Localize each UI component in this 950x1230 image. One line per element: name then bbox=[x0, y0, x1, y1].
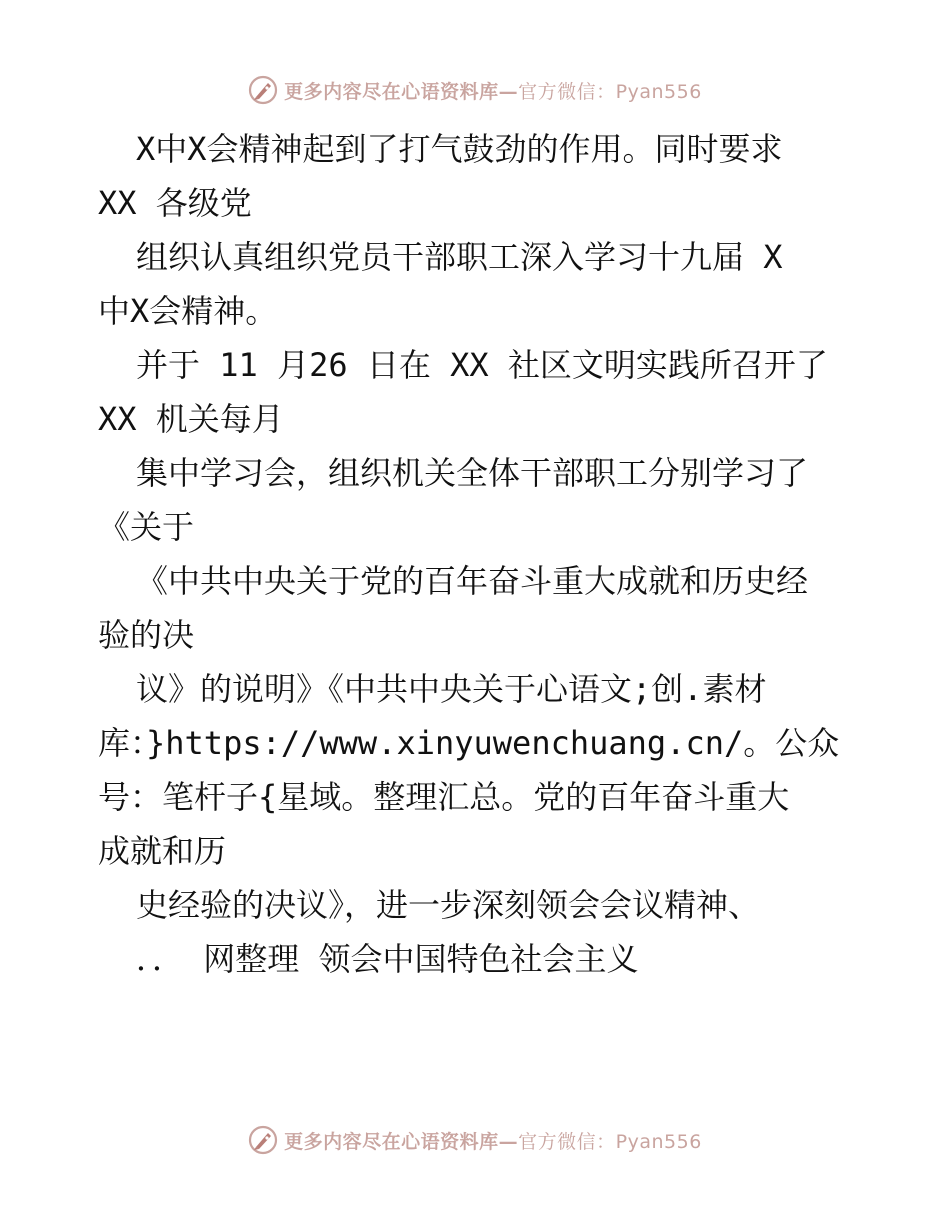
watermark-separator: — bbox=[498, 1130, 519, 1153]
text-line: 成就和历 bbox=[98, 832, 227, 870]
text-line: 《中共中央关于党的百年奋斗重大成就和历史经 bbox=[136, 562, 809, 600]
text-line: 验的决 bbox=[98, 616, 195, 654]
text-line: 史经验的决议》，进一步深刻领会会议精神、 bbox=[136, 886, 761, 924]
text-line: 并于 11 月26 日在 XX 社区文明实践所召开了 bbox=[136, 346, 828, 384]
text-line: 集中学习会，组织机关全体干部职工分别学习了 bbox=[136, 454, 809, 492]
text-line: ．． 网整理 领会中国特色社会主义 bbox=[136, 940, 639, 978]
text-line: 议》的说明》《中共中央关于心语文;创.素材 bbox=[136, 670, 767, 708]
watermark-separator: — bbox=[498, 80, 519, 103]
text-line: 组织认真组织党员干部职工深入学习十九届 X bbox=[136, 238, 783, 276]
watermark-wechat: 官方微信：Pyan556 bbox=[518, 80, 702, 103]
watermark-wechat: 官方微信：Pyan556 bbox=[518, 1130, 702, 1153]
quill-pen-logo-icon bbox=[248, 1125, 278, 1155]
text-line: 《关于 bbox=[98, 508, 195, 546]
watermark-text bbox=[284, 77, 702, 104]
text-line: XX 机关每月 bbox=[98, 400, 284, 438]
text-line: X中X会精神起到了打气鼓劲的作用。同时要求 bbox=[136, 130, 783, 168]
header-watermark bbox=[0, 70, 950, 110]
text-line: 库：}https://www.xinyuwenchuang.cn/。公众 bbox=[98, 724, 840, 762]
footer-watermark bbox=[0, 1120, 950, 1160]
text-line: 中X会精神。 bbox=[98, 292, 278, 330]
watermark-brand: 更多内容尽在心语资料库 bbox=[284, 1130, 499, 1153]
document-body bbox=[98, 122, 858, 986]
text-line: 号：笔杆子{星域。整理汇总。党的百年奋斗重大 bbox=[98, 778, 790, 816]
watermark-text bbox=[284, 1127, 702, 1154]
watermark-brand: 更多内容尽在心语资料库 bbox=[284, 80, 499, 103]
quill-pen-logo-icon bbox=[248, 75, 278, 105]
text-line: XX 各级党 bbox=[98, 184, 252, 222]
